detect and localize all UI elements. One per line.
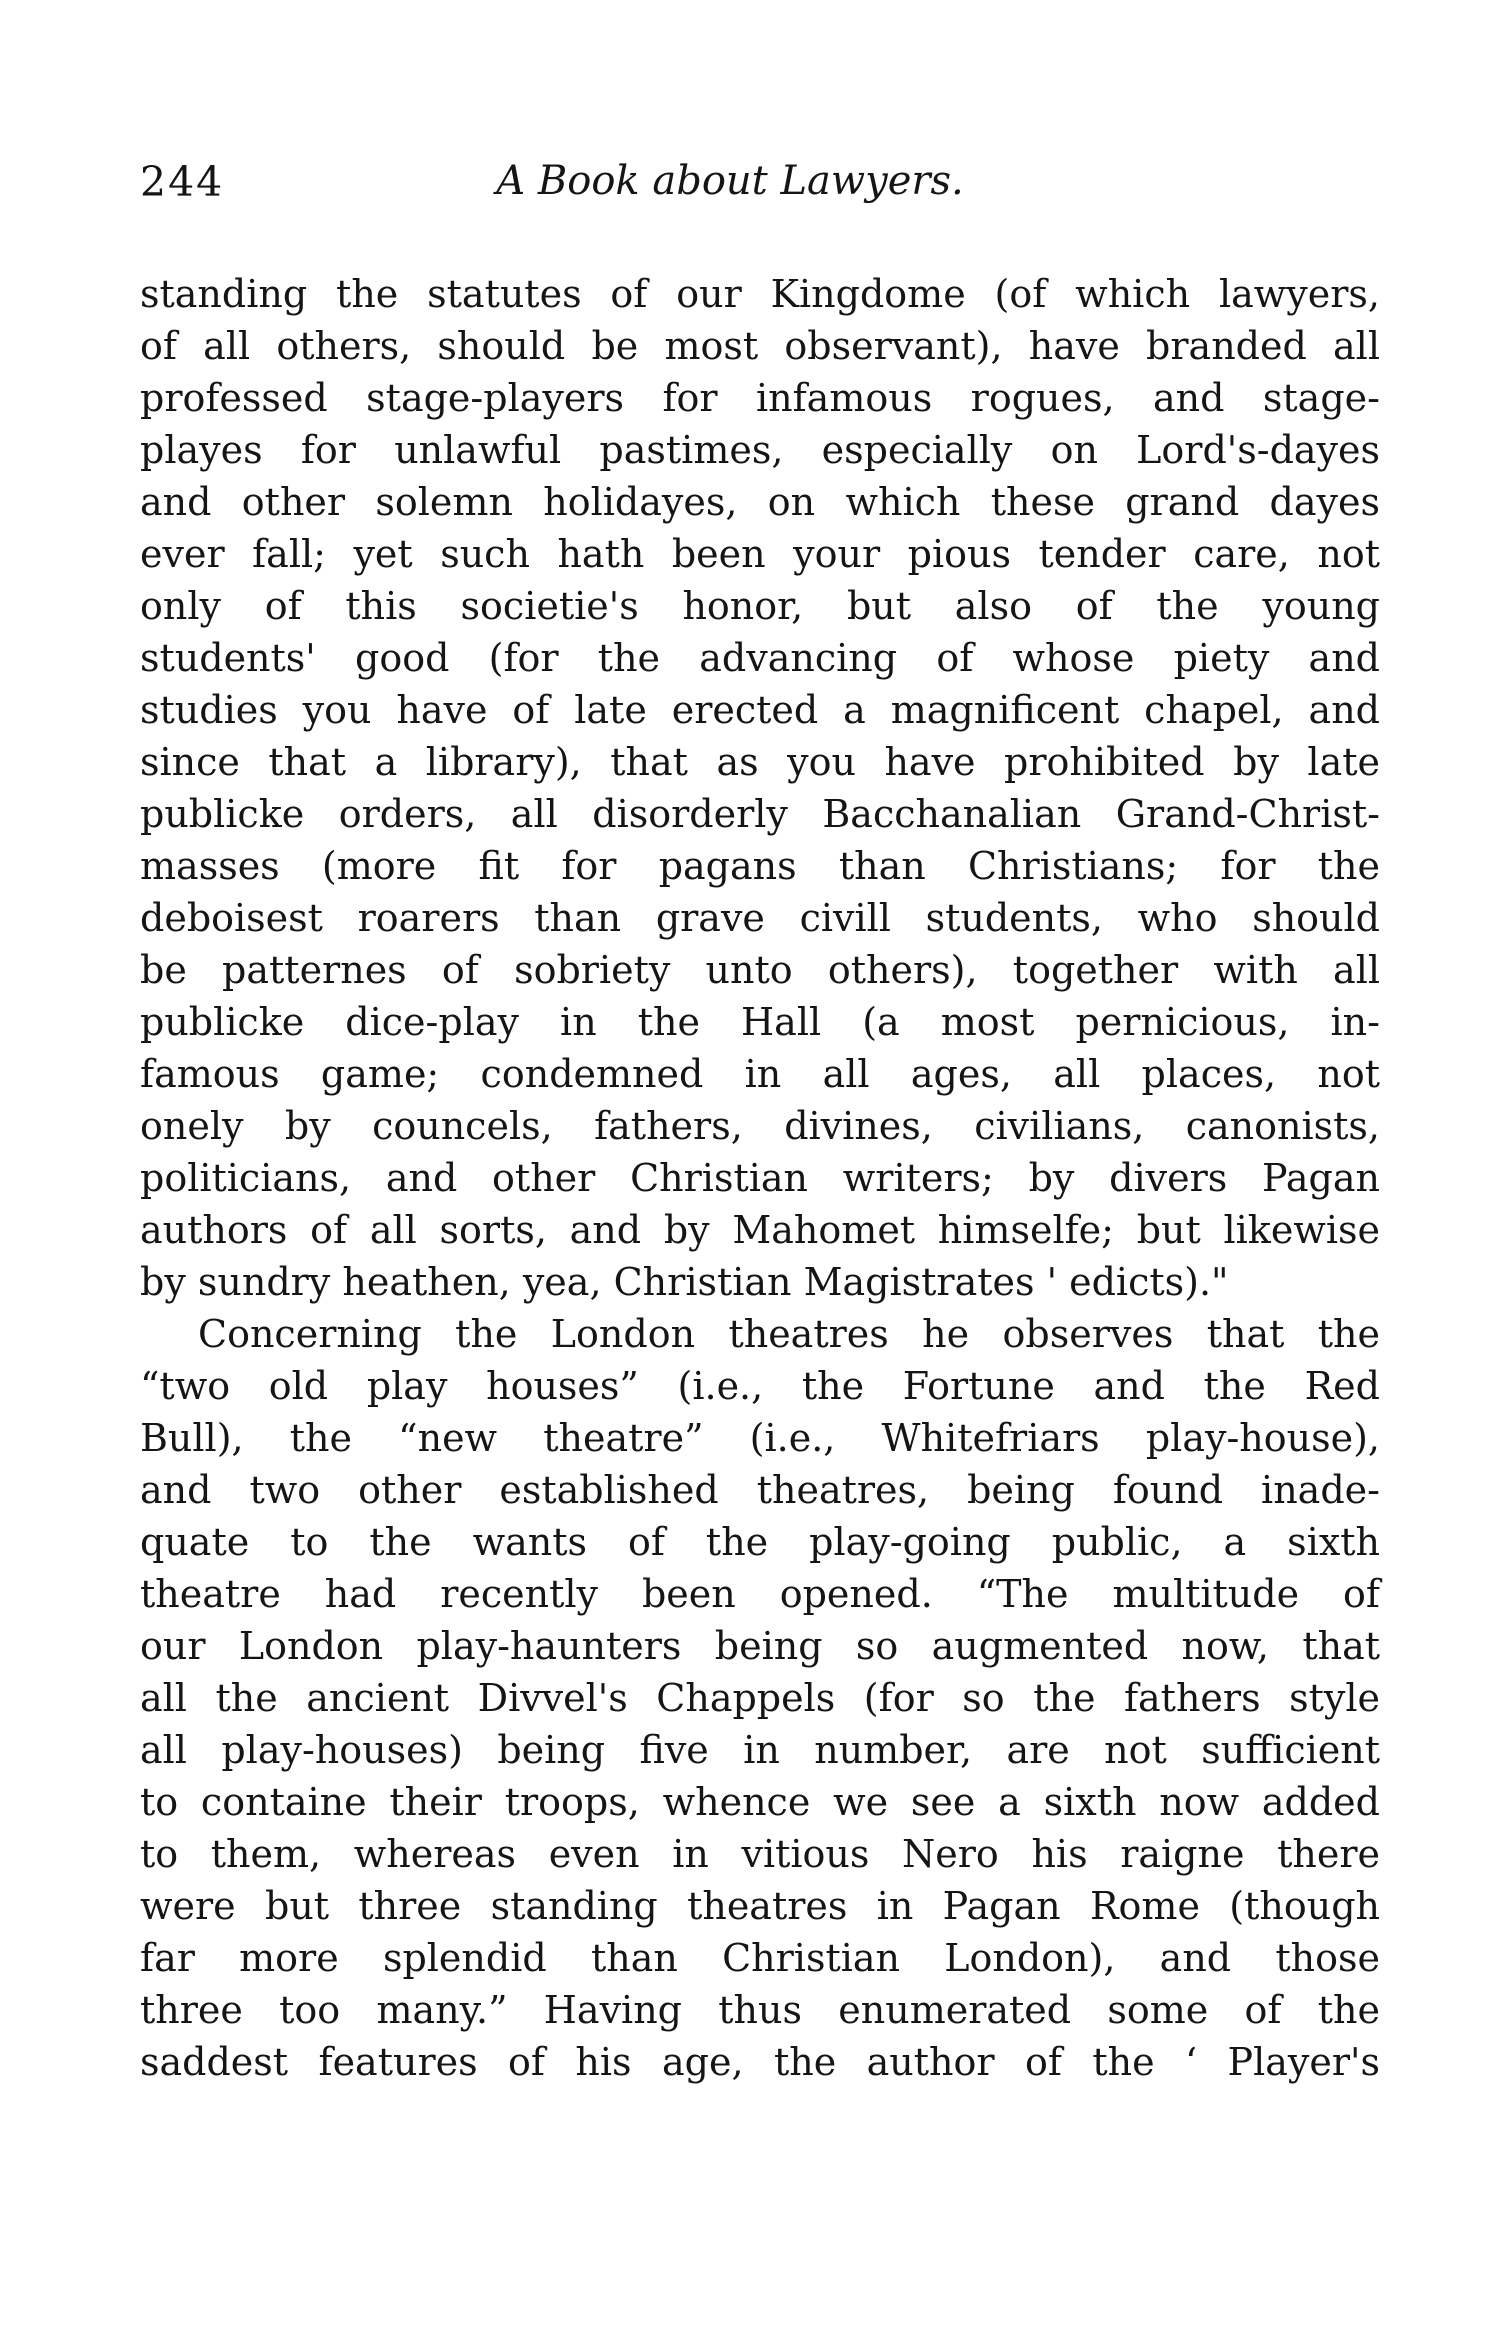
text-line: to them, whereas even in vitious Nero his raigne there xyxy=(140,1832,1380,1876)
text-line: authors of all sorts, and by Mahomet himselfe; but likewise xyxy=(140,1208,1380,1252)
text-line: “two old play houses” (i.e., the Fortune and the Red xyxy=(140,1364,1380,1408)
running-title: A Book about Lawyers. xyxy=(496,158,964,204)
text-line: deboisest roarers than grave civill students, who should xyxy=(140,896,1380,940)
text-line: politicians, and other Christian writers; by divers Pagan xyxy=(140,1156,1380,1200)
text-line: standing the statutes of our Kingdome (of which lawyers, xyxy=(140,272,1380,316)
text-line: and other solemn holidayes, on which these grand dayes xyxy=(140,480,1380,524)
text-line: far more splendid than Christian London), and those xyxy=(140,1936,1380,1980)
page-number: 244 xyxy=(140,158,225,206)
text-line: by sundry heathen, yea, Christian Magistrates ' edicts)." xyxy=(140,1260,1229,1304)
text-line: only of this societie's honor, but also of the young xyxy=(140,584,1380,628)
text-line: publicke dice-play in the Hall (a most pernicious, in- xyxy=(140,1000,1380,1044)
page-header xyxy=(140,158,1380,210)
text-line: Concerning the London theatres he observes that the xyxy=(198,1312,1380,1356)
text-line: ever fall; yet such hath been your pious tender care, not xyxy=(140,532,1380,576)
text-line: quate to the wants of the play-going public, a sixth xyxy=(140,1520,1380,1564)
text-line: theatre had recently been opened. “The multitude of xyxy=(140,1572,1380,1616)
text-line: masses (more fit for pagans than Christians; for the xyxy=(140,844,1380,888)
text-line: studies you have of late erected a magnificent chapel, and xyxy=(140,688,1380,732)
text-line: three too many.” Having thus enumerated some of the xyxy=(140,1988,1380,2032)
text-line: all the ancient Divvel's Chappels (for so the fathers style xyxy=(140,1676,1380,1720)
text-line: publicke orders, all disorderly Bacchanalian Grand-Christ- xyxy=(140,792,1380,836)
text-line: playes for unlawful pastimes, especially on Lord's-dayes xyxy=(140,428,1380,472)
body-text xyxy=(140,268,1380,2088)
text-line: be patternes of sobriety unto others), together with all xyxy=(140,948,1380,992)
text-line: professed stage-players for infamous rogues, and stage- xyxy=(140,376,1380,420)
text-line: since that a library), that as you have prohibited by late xyxy=(140,740,1380,784)
text-line: were but three standing theatres in Pagan Rome (though xyxy=(140,1884,1380,1928)
text-line: to containe their troops, whence we see a sixth now added xyxy=(140,1780,1380,1824)
paragraph xyxy=(140,1308,1380,2088)
text-line: all play-houses) being five in number, are not sufficient xyxy=(140,1728,1380,1772)
text-line: our London play-haunters being so augmented now, that xyxy=(140,1624,1380,1668)
paragraph xyxy=(140,268,1380,1308)
text-line: and two other established theatres, being found inade- xyxy=(140,1468,1380,1512)
text-line: onely by councels, fathers, divines, civilians, canonists, xyxy=(140,1104,1380,1148)
text-line: of all others, should be most observant), have branded all xyxy=(140,324,1380,368)
text-line: saddest features of his age, the author of the ‘ Player's xyxy=(140,2040,1380,2084)
text-line: famous game; condemned in all ages, all places, not xyxy=(140,1052,1380,1096)
text-line: students' good (for the advancing of whose piety and xyxy=(140,636,1380,680)
text-line: Bull), the “new theatre” (i.e., Whitefriars play-house), xyxy=(140,1416,1380,1460)
